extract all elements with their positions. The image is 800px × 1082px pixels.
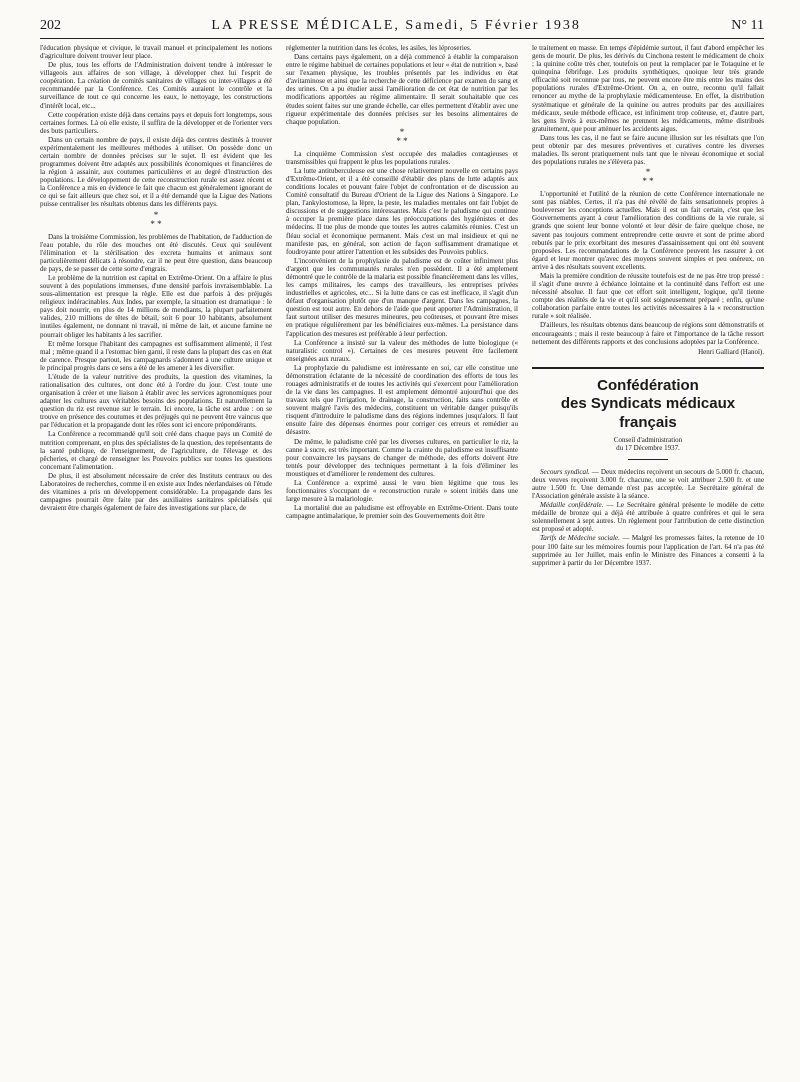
page-header xyxy=(40,18,764,39)
paragraph: La prophylaxie du paludisme est intéressante en soi, car elle constitue une démonstration éclatante de la nécessité de coordination des efforts de tous les rouages administratifs et de toutes les activités qui s'exercent pour l'amélioration de la vie dans les campagnes. Il est amplement démontré aujourd'hui que des travaux tels que l'irrigation, le drainage, la construction, faits sans contrôle et souvent malgré l'avis des médecins, constituent un véritable danger puisqu'ils risquent d'introduire le paludisme dans des régions indemnes jusqu'alors. Il faut ensuite faire des dépenses énormes pour corriger ces erreurs et remédier au désastre. xyxy=(286,363,518,437)
paragraph xyxy=(532,534,764,566)
paragraph: Mais la première condition de réussite toutefois est de ne pas être trop pressé : il s'agit d'une œuvre à échéance lointaine et la continuité dans l'effort est une nécessité absolue. Il faut que cet effort soit intelligent, logique, qu'il tienne compte des réalités de la vie et qu'il soit soigneusement préparé ; enfin, qu'une collaboration parfaite entre toutes les activités nécessaires à la « reconstruction rurale » soit réalisée. xyxy=(532,271,764,321)
paragraph: Dans tous les cas, il ne faut se faire aucune illusion sur les résultats que l'on peut obtenir par des mesures préventives et curatives contre les diverses maladies. Ils seront pratiquement nuls tant que le niveau économique et social des populations rurales ne s'élèvera pas. xyxy=(532,133,764,167)
section-stars: * * * xyxy=(642,167,654,187)
item-text: — Deux médecins reçoivent un secours de 5.000 fr. chacun, deux veuves reçoivent 3.000 fr. chacune, une se voit attribuer 2.500 fr. et une autre 1.500 fr. Une demande n'est pas acceptée. Le Secrétaire général de l'Association générale assiste à la séance. xyxy=(532,467,764,501)
paragraph: L'opportunité et l'utilité de la réunion de cette Conférence internationale ne sont pas niables. Certes, il n'a pas été révélé de faits sensationnels propres à bouleverser les conceptions actuelles. Mais il est un fait certain, c'est que les Gouvernements ayant à cœur l'amélioration des conditions de la vie rurale, si grands que soient leur bonne volonté et leur désir de faire quelque chose, ne savent pas toujours comment entreprendre cette œuvre et sont de prime abord rebutés par le prix exorbitant des mesures d'assainissement qui ont été souvent proposées. Les recommandations de la Conférence peuvent les rassurer à cet égard et leur montrer qu'avec des moyens souvent simples et peu onéreux, on arrive à des résultats souvent excellents. xyxy=(532,190,764,271)
short-rule xyxy=(628,459,668,460)
item-label: Tarifs de Médecine sociale. xyxy=(540,534,620,543)
board-heading: Conseil d'administration xyxy=(613,435,683,444)
issue-number: N° 11 xyxy=(731,18,764,33)
paragraph xyxy=(532,501,764,533)
paragraph: le traitement en masse. En temps d'épidémie surtout, il faut d'abord empêcher les gens de mourir. De plus, les dérivés du Cinchona restent le médicament de choix ; la quinine coûte très cher, toutefois on peut la remplacer par le Totaquine et le quinquina fébrifuge. Les produits synthétiques, quoique leur très grande efficacité soit reconnue par tous, ne peuvent encore être mis entre les mains des populations rurales d'Extrême-Orient. On a, en outre, reconnu qu'il fallait renoncer au mythe de la prophylaxie médicamenteuse. En effet, la distribution systématique et générale de la quinine ou autres produits par des auxiliaires médicaux, seule méthode efficace, est infiniment trop coûteuse, et, d'autre part, les gens livrés à eux-mêmes ne prennent les médicaments, même distribués gratuitement, que pour atténuer les accidents aigus. xyxy=(532,44,764,133)
paragraph: Et même lorsque l'habitant des campagnes est suffisamment alimenté, il l'est mal ; même quand il a l'estomac bien garni, il reste dans la plupart des cas en état de carence. Presque partout, les campagnards s'adonnent à une culture unique et le principal progrès dans ce sens a été de les amener à les diversifier. xyxy=(40,339,272,372)
confederation-title xyxy=(532,377,764,433)
journal-title: LA PRESSE MÉDICALE, Samedi, 5 Février 1938 xyxy=(211,18,581,33)
paragraph: L'étude de la valeur nutritive des produits, la question des vitamines, la rationalisation des cultures, ont donc été à l'ordre du jour. C'est toute une organisation à créer et une liaison à établir avec les services agronomiques pour adapter les cultures aux véritables besoins des populations. Et naturellement la question du riz est revenue sur le terrain. Ici encore, la tâche est ardue : on se trouve en présence des coutumes et des préjugés qui ne peuvent être vaincus que par l'éducation et la propagande dont les rôles sont ici encore prépondérants. xyxy=(40,372,272,430)
item-text: — Malgré les promesses faites, la retenue de 10 pour 100 faite sur les mémoires fournis pour l'application de l'art. 64 n'a pas été supprimée au 1er Juillet, mais enfin le Ministre des Finances a consenti à la supprimer à partir du 1er Décembre 1937. xyxy=(532,534,764,567)
paragraph: Cette coopération existe déjà dans certains pays et depuis fort longtemps, sous certaines formes. Là où elle existe, il suffira de la développer et de l'orienter vers des buts particuliers. xyxy=(40,110,272,135)
paragraph xyxy=(532,468,764,500)
paragraph: D'ailleurs, les résultats obtenus dans beaucoup de régions sont démonstratifs et encourageants ; mais il reste beaucoup à faire et l'importance de la tâche ressort nettement des différents rapports et des conclusions adoptées par la Conférence. xyxy=(532,321,764,346)
paragraph: L'inconvénient de la prophylaxie du paludisme est de coûter infiniment plus d'argent que les communautés rurales n'en possèdent. Il a été amplement démontré que le contrôle de la malaria est possible financièrement dans les villes, les camps militaires, les camps des travailleurs, les entreprises privées industrielles et agricoles, etc... Si la lutte dans ce cas est inefficace, il s'agit d'un défaut d'organisation plutôt que d'un manque d'argent. Dans les campagnes, la question est tout autre. En dehors de l'aide que peut apporter l'Administration, il faut surtout utiliser des mesures mineures, peu coûteuses, et pouvant être mises en pratique régulièrement par les bénéficiaires eux-mêmes. La persistance dans l'application des mesures est préférable à leur perfection. xyxy=(286,256,518,338)
item-text: — Le Secrétaire général présente le modèle de cette médaille de bronze qui a déjà été attribuée à quatre confrères et qui le sera solennellement à sept autres. Un règlement pour l'attribution de cette distinction est proposé et adopté. xyxy=(532,501,764,534)
paragraph: La cinquième Commission s'est occupée des maladies contagieuses et transmissibles qui frappent le plus les populations rurales. xyxy=(286,149,518,166)
paragraph: l'éducation physique et civique, le travail manuel et principalement les notions d'agriculture doivent trouver leur place. xyxy=(40,44,272,61)
paragraph: réglementer la nutrition dans les écoles, les asiles, les léproseries. xyxy=(286,44,472,52)
paragraph: De même, le paludisme créé par les diverses cultures, en particulier le riz, la canne à sucre, est très important. Comme la crainte du paludisme est insuffisante pour convaincre les paysans de changer de méthode, des efforts doivent être tentés pour développer des techniques permettant à la fois d'éliminer les moustiques et d'améliorer le rendement des cultures. xyxy=(286,437,518,478)
paragraph: Dans la troisième Commission, les problèmes de l'habitation, de l'adduction de l'eau potable, du rôle des mouches ont été discutés. Ceux qui soulèvent l'élimination et la stérilisation des excreta humains et animaux sont particulièrement délicats à résoudre, car il ne peut être question, dans beaucoup de pays, de se passer de cette sorte d'engrais. xyxy=(40,232,272,273)
section-divider xyxy=(532,367,764,369)
author-signature: Henri Galliard (Hanoï). xyxy=(698,347,764,356)
column-3 xyxy=(532,44,764,1070)
meeting-date: du 17 Décembre 1937. xyxy=(616,443,680,452)
paragraph: La Conférence a recommandé qu'il soit créé dans chaque pays un Comité de nutrition comprenant, en plus des spécialistes de la question, des représentants de la santé publique, de l'enseignement, de l'agriculture, de l'élevage et des pêcheries, et chargé de renseigner les Pouvoirs publics sur toutes les questions concernant l'alimentation. xyxy=(40,430,272,471)
paragraph: Dans un certain nombre de pays, il existe déjà des centres destinés à trouver expérimentalement les meilleures méthodes à utiliser. On possède donc un certain nombre de données précises sur le sujet. Il est évident que les programmes doivent être adaptés aux possibilités économiques et financières de la région à assainir, aux coutumes particulières et au degré d'instruction des populations. Le développement de cette reconstruction rurale est assez récent et la Conférence a mis en évidence le fait que chacun est généralement ignorant de ce qui se fait ailleurs que chez soi, et il a été demandé que la Ligue des Nations puisse centraliser les résultats obtenus dans les différents pays. xyxy=(40,135,272,209)
item-label: Secours syndical. xyxy=(540,467,590,476)
paragraph: La mortalité due au paludisme est effroyable en Extrême-Orient. Dans toute campagne antimalarique, le premier soin des Gouvernements doit être xyxy=(286,504,518,521)
item-label: Médaille confédérale. xyxy=(540,501,604,510)
paragraph: Le problème de la nutrition est capital en Extrême-Orient. On a affaire le plus souvent à des populations immenses, d'une densité parfois invraisemblable. La sous-alimentation est presque la règle. Elle est due parfois à des préjugés religieux indéracinables. Aux Indes, par exemple, la situation est dramatique : le pays doit nourrir, en plus de 14 millions de mendiants, la plupart parfaitement valides, 210 millions de têtes de bétail, soit 6 pour 10 habitants, absolument inutiles également, ne donnant ni travail, ni même de lait, et aucune famine ne pourrait obliger les habitants à les sacrifier. xyxy=(40,273,272,339)
section-stars: * * * xyxy=(396,126,408,146)
page-number: 202 xyxy=(40,18,61,33)
paragraph: De plus, il est absolument nécessaire de créer des Instituts centraux ou des Laboratoires de recherches, comme il en existe aux Indes néerlandaises où l'étude des vitamines a pris un développement considérable. La propagande dans les campagnes pourrait être faite par des auxiliaires sanitaires spécialisés qui devraient être chargés également de faire des investigations sur place, de xyxy=(40,471,272,513)
paragraph: Dans certains pays également, on a déjà commencé à établir la comparaison entre le régime habituel de certaines populations et leur « état de nutrition », basé sur l'examen physique, les troubles présentés par les individus en état d'avitaminose et ainsi que la recherche de cette déficience par examen du sang et des urines. On a pu étudier aussi l'amélioration de cet état de nutrition par les modifications apportées au régime alimentaire. Il serait souhaitable que ces études soient faites sur une grande échelle, car elles permettent d'établir avec une rigueur expérimentale des données précises sur les besoins alimentaires de chaque population. xyxy=(286,53,518,126)
section-stars: * * * xyxy=(150,209,162,229)
column-2 xyxy=(286,44,518,1070)
confederation-title-line-1: Confédération xyxy=(597,376,699,394)
paragraph: La lutte antituberculeuse est une chose relativement nouvelle en certains pays d'Extrême-Orient, et il a été conseillé d'établir des plans de lutte adaptés aux conditions locales et pouvant faire l'objet de confrontation et de discussion au Comité consultatif du Bureau d'Orient de la Ligue des Nations à Singapore. Le plan, l'ankylostomose, la lèpre, la peste, les maladies mentales ont fait l'objet de discussions et de suggestions intéressantes. Mais c'est le paludisme qui continue à occuper la première place dans les préoccupations des hygiénistes et des médecins. Il tue plus de monde que toutes les autres calamités réunies. C'est un fléau social et économique permanent. Mais c'est un mal insidieux et qui ne manifeste pas, en général, son action de façon suffisamment dramatique et foudroyante pour attirer l'attention et les subsides des Pouvoirs publics. xyxy=(286,166,518,256)
column-1 xyxy=(40,44,272,1070)
article-columns xyxy=(40,44,764,1070)
paragraph: De plus, tous les efforts de l'Administration doivent tendre à intéresser le villageois aux affaires de son village, à développer chez lui l'esprit de coopération. La création de comités sanitaires de villages ou inter-villages a été recommandée par la Conférence. Ces Comités auraient le contrôle et la surveillance de tout ce qui concerne les eaux, le nettoyage, les constructions d'intérêt local, etc... xyxy=(40,61,272,110)
confederation-title-line-2: des Syndicats médicaux français xyxy=(560,395,736,432)
paragraph: La Conférence a exprimé aussi le vœu bien légitime que tous les fonctionnaires s'occupant de « reconstruction rurale » soient initiés dans une large mesure à la malariologie. xyxy=(286,478,518,504)
paragraph: La Conférence a insisté sur la valeur des méthodes de lutte biologique (« naturalistic control »). Certaines de ces mesures peuvent être facilement enseignées aux ruraux. xyxy=(286,338,518,363)
